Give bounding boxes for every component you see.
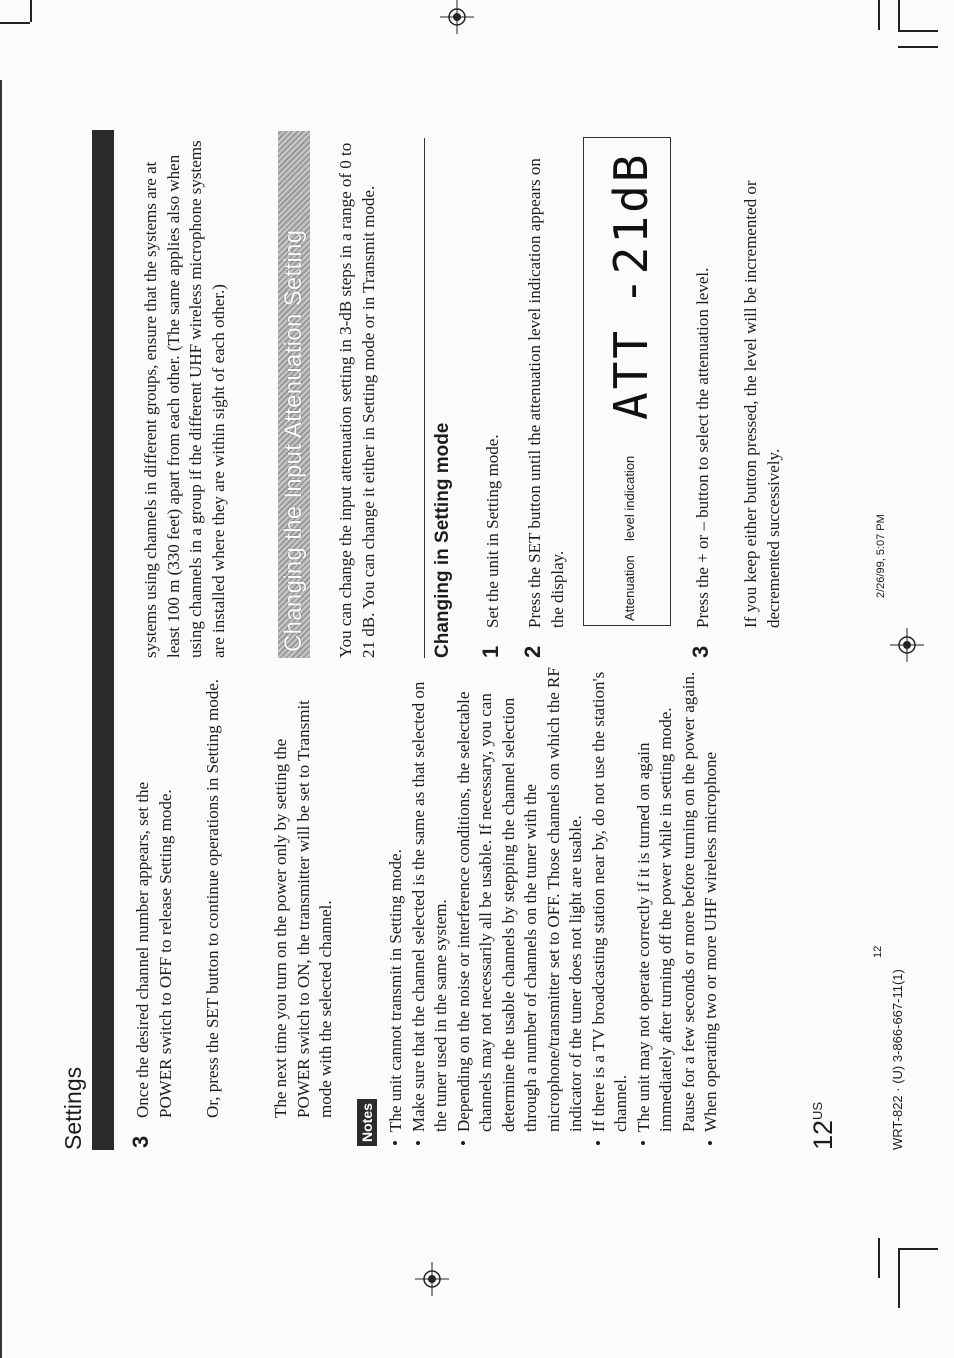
display-readout-left: ATT [604,327,658,420]
step-3b-number: 3 [688,645,713,658]
step-3-next-time: The next time you turn on the power only by setting the POWER switch to ON, the transmitter will be set to Transmit mode with the selected channel. [271,700,335,1118]
page-number-region: US [810,1101,825,1120]
step-3-number: 3 [128,1135,153,1148]
display-illustration [583,137,671,626]
notes-list [385,666,723,1146]
step-2-number: 2 [520,645,545,658]
section-intro: You can change the input attenuation setting in 3-dB steps in a range of 0 to 21 dB. You can change it either in Setting mode or in Transmit mode. [336,142,378,658]
subheading: Changing in Setting mode [432,422,453,658]
page-number-value: 12 [808,1119,838,1150]
note-item: • Make sure that the channel selected is the same as that selected on the tuner used in the same system. [408,666,453,1146]
page-title: Settings [60,1066,86,1150]
display-readout-right: -21dB [604,151,658,305]
step-3-text: Once the desired channel number appears, set the POWER switch to OFF to release Setting mode. [133,781,175,1118]
note-item: • If there is a TV broadcasting station near by, do not use the station's channel. [588,666,633,1146]
model-code: WRT-822 · (U) 3-866-667-11(1) [890,969,905,1150]
step-3-or-text: Or, press the SET button to continue operations in Setting mode. [203,678,222,1118]
note-item: • The unit cannot transmit in Setting mode. [385,666,408,1146]
step-1-number: 1 [478,645,503,658]
step-1-text: Set the unit in Setting mode. [483,434,502,628]
attenuation-label: Attenuation [622,555,637,621]
note-item: • The unit may not operate correctly if it is turned on again immediately after turning off the power while in setting mode. Pause for a few seconds or more before turning on the power again. [633,666,701,1146]
section-heading: Changing the Input Attenuation Setting [278,131,310,658]
print-timestamp: 2/26/99, 5:07 PM [875,514,887,598]
keep-pressed-note: If you keep either button pressed, the level will be incremented or decremented successively. [741,180,783,628]
continued-text: systems using channels in different groups, ensure that the systems are at least 100 m (330 feet) apart from each other. (The same applies also when using channels in a group if the different UHF wireless microphone systems are installed where they are within sight of each other.) [141,140,228,658]
notes-badge: Notes [357,1099,377,1146]
subheading-rule [424,138,425,658]
note-item: • Depending on the noise or interference conditions, the selectable channels may not necessarily all be usable. If necessary, you can determine the usable channels by stepping the channel selection through a number of channels on the tuner with the microphone/transmitter set to OFF. Those channels on which the RF indicator of the tuner does not light are usable. [453,666,588,1146]
page-number [808,1102,839,1150]
level-indication-label: level indication [622,455,637,541]
folio: 12 [872,945,884,958]
step-3b-text: Press the + or – button to select the attenuation level. [693,267,712,628]
header-rule [92,130,114,1150]
step-2-text: Press the SET button until the attenuation level indication appears on the display. [525,158,567,628]
note-item: • When operating two or more UHF wireless microphone [700,666,723,1146]
